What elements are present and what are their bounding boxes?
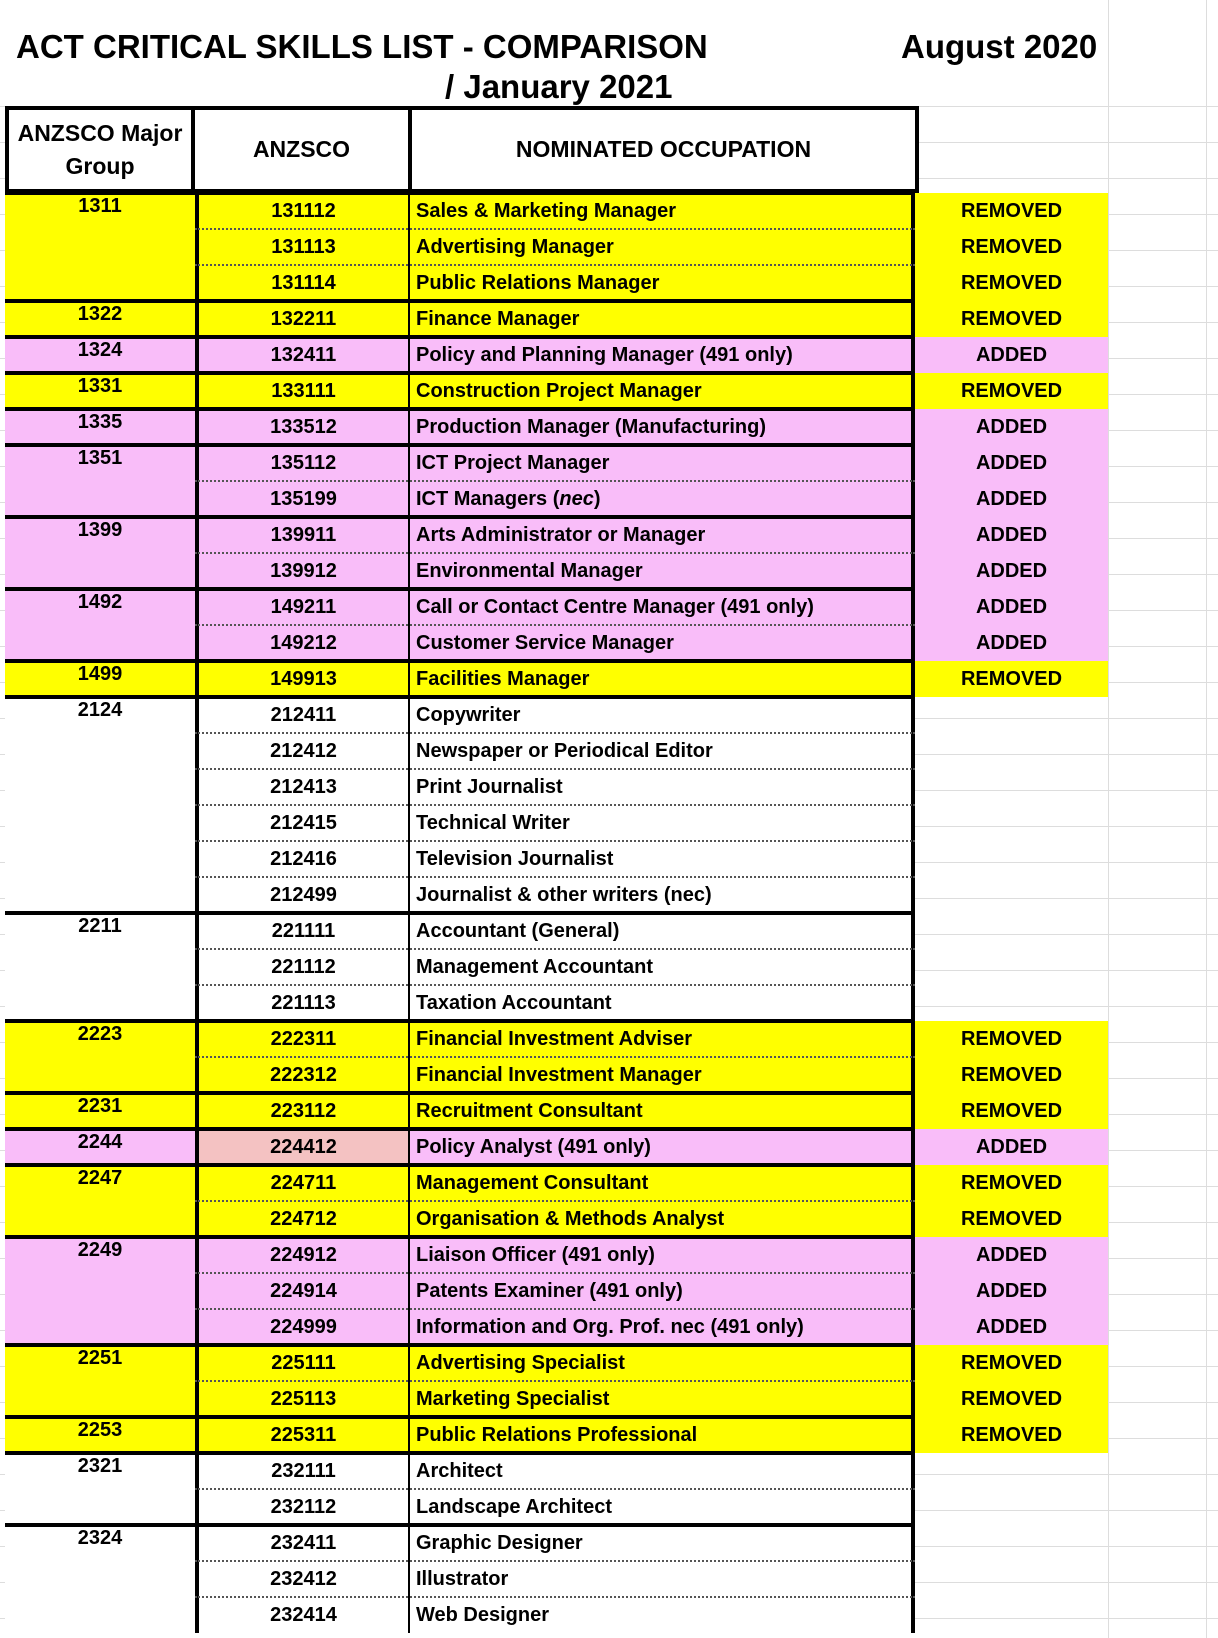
occupation-cell: Print Journalist	[408, 769, 915, 805]
anzsco-code-cell: 224711	[195, 1165, 408, 1201]
anzsco-code-cell: 232411	[195, 1525, 408, 1561]
occupation-cell: Financial Investment Manager	[408, 1057, 915, 1093]
anzsco-code-cell: 222311	[195, 1021, 408, 1057]
header-occupation-label: NOMINATED OCCUPATION	[515, 136, 812, 162]
anzsco-major-group-cell: 1311	[5, 193, 195, 229]
occupation-cell: Recruitment Consultant	[408, 1093, 915, 1129]
anzsco-code-cell: 232111	[195, 1453, 408, 1489]
anzsco-code-cell: 225311	[195, 1417, 408, 1453]
anzsco-code-cell: 132211	[195, 301, 408, 337]
row-separator	[195, 1380, 915, 1382]
status-cell	[915, 985, 1108, 1021]
occupation-cell: Public Relations Manager	[408, 265, 915, 301]
header-nominated-occupation	[408, 106, 919, 193]
status-cell: REMOVED	[915, 1021, 1108, 1057]
row-separator	[195, 804, 915, 806]
table-row	[0, 661, 1218, 697]
occupation-cell: Advertising Manager	[408, 229, 915, 265]
status-cell: ADDED	[915, 1309, 1108, 1345]
anzsco-major-group-cell	[5, 1309, 195, 1345]
anzsco-major-group-cell: 2244	[5, 1129, 195, 1165]
table-row	[0, 841, 1218, 877]
table-row	[0, 1021, 1218, 1057]
status-cell: ADDED	[915, 589, 1108, 625]
occupation-cell: Newspaper or Periodical Editor	[408, 733, 915, 769]
occupation-cell: Production Manager (Manufacturing)	[408, 409, 915, 445]
status-cell	[915, 1561, 1108, 1597]
status-cell: ADDED	[915, 1129, 1108, 1165]
status-cell: REMOVED	[915, 193, 1108, 229]
group-border	[5, 1343, 915, 1347]
row-separator	[195, 732, 915, 734]
status-cell: ADDED	[915, 481, 1108, 517]
anzsco-code-cell: 149211	[195, 589, 408, 625]
anzsco-code-cell: 131114	[195, 265, 408, 301]
anzsco-code-cell: 133111	[195, 373, 408, 409]
row-separator	[195, 624, 915, 626]
anzsco-major-group-cell	[5, 1597, 195, 1633]
status-cell	[915, 805, 1108, 841]
anzsco-code-cell: 222312	[195, 1057, 408, 1093]
group-border	[5, 1127, 915, 1131]
occupation-cell: Advertising Specialist	[408, 1345, 915, 1381]
occupation-cell: Customer Service Manager	[408, 625, 915, 661]
status-cell	[915, 1525, 1108, 1561]
row-separator	[195, 768, 915, 770]
anzsco-code-cell: 232414	[195, 1597, 408, 1633]
table-row	[0, 1165, 1218, 1201]
status-cell: REMOVED	[915, 1201, 1108, 1237]
anzsco-code-cell: 232412	[195, 1561, 408, 1597]
table-row	[0, 337, 1218, 373]
anzsco-code-cell: 135112	[195, 445, 408, 481]
anzsco-major-group-cell: 2231	[5, 1093, 195, 1129]
row-separator	[195, 1200, 915, 1202]
occupation-cell: Marketing Specialist	[408, 1381, 915, 1417]
occupation-cell: Technical Writer	[408, 805, 915, 841]
table-row	[0, 625, 1218, 661]
anzsco-major-group-cell: 2249	[5, 1237, 195, 1273]
status-cell: REMOVED	[915, 1345, 1108, 1381]
row-separator	[195, 948, 915, 950]
anzsco-code-cell: 221113	[195, 985, 408, 1021]
status-cell	[915, 697, 1108, 733]
group-border	[5, 695, 915, 699]
row-separator	[195, 984, 915, 986]
anzsco-code-cell: 135199	[195, 481, 408, 517]
table-row	[0, 985, 1218, 1021]
anzsco-code-cell: 224712	[195, 1201, 408, 1237]
anzsco-major-group-cell	[5, 985, 195, 1021]
group-border	[5, 659, 915, 663]
anzsco-major-group-cell: 1331	[5, 373, 195, 409]
table-row	[0, 1525, 1218, 1561]
occupation-cell: Graphic Designer	[408, 1525, 915, 1561]
table-row	[0, 1453, 1218, 1489]
table-row	[0, 301, 1218, 337]
table-row	[0, 1417, 1218, 1453]
anzsco-code-cell: 132411	[195, 337, 408, 373]
anzsco-code-cell: 149913	[195, 661, 408, 697]
table-row	[0, 1273, 1218, 1309]
occupation-cell: Call or Contact Centre Manager (491 only)	[408, 589, 915, 625]
table-row	[0, 733, 1218, 769]
anzsco-major-group-cell	[5, 481, 195, 517]
row-separator	[195, 264, 915, 266]
header-group-label: ANZSCO Major Group	[17, 119, 183, 179]
table-row	[0, 1201, 1218, 1237]
anzsco-major-group-cell: 1324	[5, 337, 195, 373]
group-border	[5, 407, 915, 411]
row-separator	[195, 1596, 915, 1598]
occupation-cell: Copywriter	[408, 697, 915, 733]
anzsco-code-cell: 221112	[195, 949, 408, 985]
occupation-cell: Public Relations Professional	[408, 1417, 915, 1453]
anzsco-major-group-cell: 2324	[5, 1525, 195, 1561]
anzsco-code-cell: 212413	[195, 769, 408, 805]
status-cell	[915, 1489, 1108, 1525]
anzsco-code-cell: 139911	[195, 517, 408, 553]
row-separator	[195, 552, 915, 554]
status-cell: REMOVED	[915, 301, 1108, 337]
table-row	[0, 769, 1218, 805]
nec-italic: nec	[559, 488, 594, 510]
anzsco-major-group-cell	[5, 841, 195, 877]
row-separator	[195, 1056, 915, 1058]
anzsco-major-group-cell	[5, 769, 195, 805]
status-cell: REMOVED	[915, 265, 1108, 301]
anzsco-code-cell: 149212	[195, 625, 408, 661]
table-row	[0, 553, 1218, 589]
anzsco-major-group-cell: 1335	[5, 409, 195, 445]
occupation-cell: Management Consultant	[408, 1165, 915, 1201]
anzsco-major-group-cell: 2223	[5, 1021, 195, 1057]
anzsco-major-group-cell	[5, 553, 195, 589]
group-border	[5, 1235, 915, 1239]
anzsco-code-cell: 224999	[195, 1309, 408, 1345]
anzsco-major-group-cell	[5, 229, 195, 265]
status-cell: REMOVED	[915, 373, 1108, 409]
table-row	[0, 481, 1218, 517]
table-row	[0, 1561, 1218, 1597]
anzsco-major-group-cell	[5, 877, 195, 913]
occupation-cell: Policy Analyst (491 only)	[408, 1129, 915, 1165]
anzsco-major-group-cell: 1351	[5, 445, 195, 481]
table-row	[0, 877, 1218, 913]
anzsco-major-group-cell	[5, 1381, 195, 1417]
table-row	[0, 949, 1218, 985]
status-cell	[915, 733, 1108, 769]
table-row	[0, 589, 1218, 625]
table-row	[0, 373, 1218, 409]
occupation-cell: Management Accountant	[408, 949, 915, 985]
status-cell: REMOVED	[915, 1417, 1108, 1453]
status-cell: ADDED	[915, 409, 1108, 445]
table-row	[0, 805, 1218, 841]
occupation-cell: Information and Org. Prof. nec (491 only)	[408, 1309, 915, 1345]
status-cell	[915, 949, 1108, 985]
status-cell: ADDED	[915, 337, 1108, 373]
group-border	[5, 1451, 915, 1455]
group-border	[5, 335, 915, 339]
anzsco-major-group-cell	[5, 1057, 195, 1093]
status-cell: REMOVED	[915, 1381, 1108, 1417]
table-row	[0, 409, 1218, 445]
occupation-cell: Facilities Manager	[408, 661, 915, 697]
occupation-cell: Arts Administrator or Manager	[408, 517, 915, 553]
group-border	[5, 1523, 915, 1527]
anzsco-major-group-cell: 1499	[5, 661, 195, 697]
status-cell: ADDED	[915, 1237, 1108, 1273]
occupation-cell: Illustrator	[408, 1561, 915, 1597]
header-code-label: ANZSCO	[252, 136, 351, 162]
row-separator	[195, 840, 915, 842]
anzsco-major-group-cell	[5, 949, 195, 985]
status-cell	[915, 877, 1108, 913]
anzsco-code-cell: 224912	[195, 1237, 408, 1273]
group-border	[5, 1163, 915, 1167]
occupation-cell: ICT Managers (nec)	[408, 481, 915, 517]
occupation-cell: Patents Examiner (491 only)	[408, 1273, 915, 1309]
table-row	[0, 1597, 1218, 1633]
status-cell: REMOVED	[915, 1093, 1108, 1129]
status-cell	[915, 913, 1108, 949]
group-border	[5, 1415, 915, 1419]
row-separator	[195, 1308, 915, 1310]
row-separator	[195, 480, 915, 482]
group-border	[5, 515, 915, 519]
occupation-cell: Accountant (General)	[408, 913, 915, 949]
anzsco-code-cell: 212412	[195, 733, 408, 769]
occupation-cell: Finance Manager	[408, 301, 915, 337]
group-border	[5, 1091, 915, 1095]
anzsco-major-group-cell: 2251	[5, 1345, 195, 1381]
header-anzsco	[191, 106, 412, 193]
anzsco-major-group-cell	[5, 1273, 195, 1309]
occupation-cell: Architect	[408, 1453, 915, 1489]
row-separator	[195, 1560, 915, 1562]
anzsco-code-cell: 224914	[195, 1273, 408, 1309]
status-cell: ADDED	[915, 1273, 1108, 1309]
anzsco-code-cell: 131112	[195, 193, 408, 229]
table-row	[0, 229, 1218, 265]
occupation-cell: Organisation & Methods Analyst	[408, 1201, 915, 1237]
occupation-cell: Television Journalist	[408, 841, 915, 877]
row-separator	[195, 876, 915, 878]
row-separator	[195, 1272, 915, 1274]
anzsco-code-cell: 225113	[195, 1381, 408, 1417]
table-row	[0, 697, 1218, 733]
anzsco-code-cell: 212499	[195, 877, 408, 913]
anzsco-code-cell: 212415	[195, 805, 408, 841]
date-label: August 2020	[901, 28, 1098, 65]
occupation-cell: Liaison Officer (491 only)	[408, 1237, 915, 1273]
anzsco-major-group-cell	[5, 1489, 195, 1525]
status-cell: ADDED	[915, 517, 1108, 553]
status-cell: ADDED	[915, 445, 1108, 481]
page-title-continuation: / January 2021	[445, 68, 673, 105]
table-row	[0, 1129, 1218, 1165]
anzsco-major-group-cell	[5, 265, 195, 301]
anzsco-code-cell: 232112	[195, 1489, 408, 1525]
status-cell: REMOVED	[915, 661, 1108, 697]
anzsco-major-group-cell: 2247	[5, 1165, 195, 1201]
group-border	[5, 371, 915, 375]
table-row	[0, 913, 1218, 949]
anzsco-code-cell: 221111	[195, 913, 408, 949]
group-border	[5, 587, 915, 591]
anzsco-major-group-cell: 2321	[5, 1453, 195, 1489]
occupation-cell: Environmental Manager	[408, 553, 915, 589]
anzsco-code-cell: 212411	[195, 697, 408, 733]
anzsco-major-group-cell	[5, 805, 195, 841]
table-row	[0, 1345, 1218, 1381]
occupation-cell: Web Designer	[408, 1597, 915, 1633]
table-row	[0, 517, 1218, 553]
status-cell: REMOVED	[915, 1057, 1108, 1093]
status-cell: REMOVED	[915, 229, 1108, 265]
anzsco-code-cell: 225111	[195, 1345, 408, 1381]
occupation-cell: Financial Investment Adviser	[408, 1021, 915, 1057]
anzsco-major-group-cell: 2211	[5, 913, 195, 949]
anzsco-major-group-cell	[5, 1201, 195, 1237]
anzsco-major-group-cell: 2124	[5, 697, 195, 733]
anzsco-major-group-cell	[5, 625, 195, 661]
group-border	[5, 1019, 915, 1023]
status-cell: REMOVED	[915, 1165, 1108, 1201]
group-border	[5, 191, 915, 195]
status-cell	[915, 1453, 1108, 1489]
group-border	[5, 443, 915, 447]
page-title: ACT CRITICAL SKILLS LIST - COMPARISON	[16, 28, 708, 65]
status-cell	[915, 841, 1108, 877]
table-row	[0, 1237, 1218, 1273]
table-row	[0, 193, 1218, 229]
anzsco-major-group-cell: 2253	[5, 1417, 195, 1453]
table-row	[0, 1309, 1218, 1345]
table-row	[0, 1093, 1218, 1129]
occupation-cell: Landscape Architect	[408, 1489, 915, 1525]
status-cell: ADDED	[915, 625, 1108, 661]
table-row	[0, 1381, 1218, 1417]
occupation-cell: ICT Project Manager	[408, 445, 915, 481]
anzsco-code-cell: 139912	[195, 553, 408, 589]
occupation-cell: Taxation Accountant	[408, 985, 915, 1021]
table-row	[0, 1057, 1218, 1093]
table-row	[0, 445, 1218, 481]
table-row	[0, 1489, 1218, 1525]
anzsco-major-group-cell	[5, 733, 195, 769]
anzsco-major-group-cell	[5, 1561, 195, 1597]
anzsco-code-cell: 223112	[195, 1093, 408, 1129]
occupation-cell: Sales & Marketing Manager	[408, 193, 915, 229]
anzsco-major-group-cell: 1492	[5, 589, 195, 625]
table-row	[0, 265, 1218, 301]
occupation-cell: Journalist & other writers (nec)	[408, 877, 915, 913]
anzsco-code-cell: 224412	[195, 1129, 408, 1165]
anzsco-major-group-cell: 1399	[5, 517, 195, 553]
group-border	[5, 911, 915, 915]
status-cell	[915, 1597, 1108, 1633]
anzsco-code-cell: 133512	[195, 409, 408, 445]
group-border	[5, 299, 915, 303]
occupation-cell: Policy and Planning Manager (491 only)	[408, 337, 915, 373]
occupation-cell: Construction Project Manager	[408, 373, 915, 409]
status-cell: ADDED	[915, 553, 1108, 589]
anzsco-code-cell: 212416	[195, 841, 408, 877]
row-separator	[195, 1488, 915, 1490]
header-anzsco-major-group	[5, 106, 195, 193]
anzsco-code-cell: 131113	[195, 229, 408, 265]
anzsco-major-group-cell: 1322	[5, 301, 195, 337]
status-cell	[915, 769, 1108, 805]
row-separator	[195, 228, 915, 230]
